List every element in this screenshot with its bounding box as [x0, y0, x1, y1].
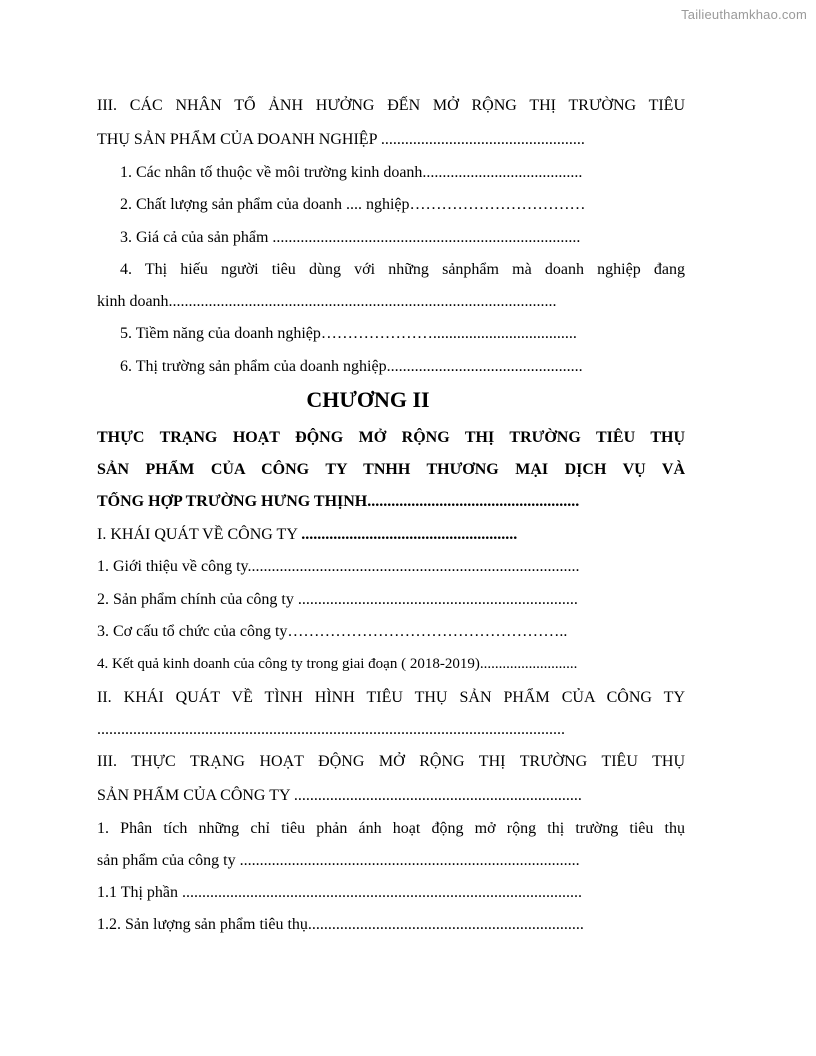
toc-item: 5. Tiềm năng của doanh nghiệp………………….................................... — [120, 325, 577, 342]
toc-item: 4. Kết quả kinh doanh của công ty trong giai đoạn ( 2018-2019).......................... — [97, 656, 578, 672]
toc-heading-section-3b: III. THỰC TRẠNG HOẠT ĐỘNG MỞ RỘNG THỊ TRƯỜNG TIÊU THỤ — [97, 753, 685, 770]
toc-item: 1. Phân tích những chỉ tiêu phản ánh hoạt động mở rộng thị trường tiêu thụ — [97, 820, 685, 837]
toc-item: 2. Chất lượng sản phẩm của doanh .... nghiệp…………………………… — [120, 196, 586, 213]
toc-item: 1. Các nhân tố thuộc về môi trường kinh doanh........................................ — [120, 164, 583, 181]
chapter-heading-cont: TỔNG HỢP TRƯỜNG HƯNG THỊNH..................................................... — [97, 493, 580, 510]
watermark-text: Tailieuthamkhao.com — [681, 7, 807, 22]
chapter-heading-cont: SẢN PHẨM CỦA CÔNG TY TNHH THƯƠNG MẠI DỊCH VỤ VÀ — [97, 461, 685, 478]
toc-item: 6. Thị trường sản phẩm của doanh nghiệp................................................. — [120, 358, 583, 375]
toc-item: 4. Thị hiếu người tiêu dùng với những sảnphẩm mà doanh nghiệp đang — [120, 261, 685, 278]
chapter-title: CHƯƠNG II — [306, 387, 430, 412]
toc-item-cont: kinh doanh................................................................................................. — [97, 293, 557, 310]
toc-leader-line: ..................................................................................................................... — [97, 721, 565, 738]
toc-heading-section-3-cont: THỤ SẢN PHẨM CỦA DOANH NGHIỆP ................................................... — [97, 131, 585, 148]
toc-item: 1.2. Sản lượng sản phẩm tiêu thụ..................................................................... — [97, 916, 584, 933]
toc-heading-section-3b-cont: SẢN PHẨM CỦA CÔNG TY ........................................................................ — [97, 787, 582, 804]
toc-item: 1.1 Thị phần .................................................................................................... — [97, 884, 583, 901]
toc-heading-section-2: II. KHÁI QUÁT VỀ TÌNH HÌNH TIÊU THỤ SẢN PHẨM CỦA CÔNG TY — [97, 689, 685, 706]
toc-heading-section-3: III. CÁC NHÂN TỐ ẢNH HƯỞNG ĐẾN MỞ RỘNG THỊ TRƯỜNG TIÊU — [97, 97, 685, 114]
toc-item: 1. Giới thiệu về công ty................................................................................... — [97, 558, 580, 575]
chapter-heading: THỰC TRẠNG HOẠT ĐỘNG MỞ RỘNG THỊ TRƯỜNG TIÊU THỤ — [97, 429, 685, 446]
toc-item: 3. Giá cả của sản phẩm ............................................................................. — [120, 229, 581, 246]
toc-item-cont: sản phẩm của công ty ..................................................................................... — [97, 852, 580, 869]
toc-item: 2. Sản phẩm chính của công ty ...................................................................... — [97, 591, 578, 608]
toc-heading-section-1: I. KHÁI QUÁT VỀ CÔNG TY ...................................................... — [97, 526, 518, 543]
toc-item: 3. Cơ cấu tổ chức của công ty…………………………………………….. — [97, 623, 568, 640]
